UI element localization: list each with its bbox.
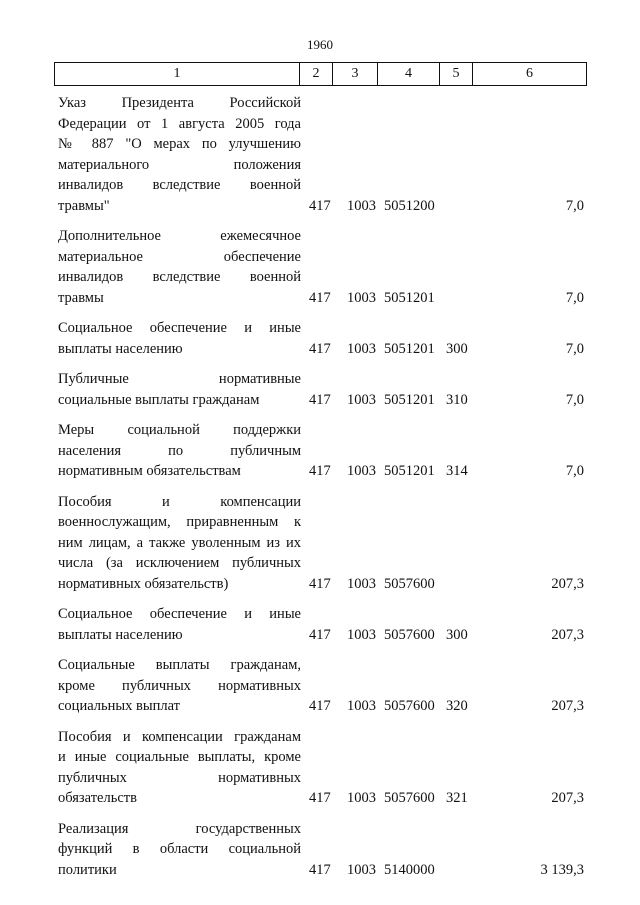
row-name-line: материального положения bbox=[58, 156, 301, 173]
row-target-article: 5051201 bbox=[384, 289, 435, 306]
row-target-article: 5051201 bbox=[384, 340, 435, 357]
row-admin-code: 417 bbox=[309, 626, 331, 643]
row-name-line: Социальное обеспечение и иные bbox=[58, 606, 301, 622]
row-amount: 7,0 bbox=[565, 289, 584, 306]
column-header-expense-type: 5 bbox=[440, 63, 473, 86]
row-admin-code: 417 bbox=[309, 340, 331, 357]
table-row bbox=[0, 369, 640, 410]
row-name bbox=[58, 93, 301, 216]
table-row bbox=[0, 655, 640, 717]
table-row bbox=[0, 420, 640, 482]
row-name-line: Пособия и компенсации гражданам bbox=[58, 728, 301, 745]
row-amount: 207,3 bbox=[551, 626, 584, 643]
row-section: 1003 bbox=[347, 391, 376, 408]
row-name-line: № 887 "О мерах по улучшению bbox=[58, 136, 301, 152]
row-expense-type: 300 bbox=[446, 626, 468, 643]
table-row bbox=[0, 93, 640, 216]
row-name-line: материальное обеспечение bbox=[58, 248, 301, 265]
column-header-amount: 6 bbox=[473, 63, 587, 86]
row-amount: 7,0 bbox=[565, 197, 584, 214]
table-row bbox=[0, 226, 640, 308]
row-name bbox=[58, 727, 301, 809]
page-number: 1960 bbox=[307, 37, 333, 52]
row-name bbox=[58, 369, 301, 410]
row-admin-code: 417 bbox=[309, 463, 331, 479]
row-name-line: политики bbox=[58, 861, 117, 878]
row-name bbox=[58, 604, 301, 645]
row-name-line: населения по публичным bbox=[58, 442, 301, 459]
row-name-line: обязательств bbox=[58, 790, 137, 806]
table-row bbox=[0, 727, 640, 809]
row-name-line: Социальные выплаты гражданам, bbox=[58, 657, 301, 673]
column-header-target-article: 4 bbox=[378, 63, 440, 86]
row-section: 1003 bbox=[347, 463, 376, 479]
row-expense-type: 314 bbox=[446, 463, 468, 479]
row-name-line: инвалидов вследствие военной bbox=[58, 177, 301, 193]
row-name bbox=[58, 318, 301, 359]
row-name-line: Федерации от 1 августа 2005 года bbox=[58, 115, 301, 132]
row-expense-type: 321 bbox=[446, 790, 468, 806]
row-admin-code: 417 bbox=[309, 861, 331, 878]
row-target-article: 5051200 bbox=[384, 197, 435, 214]
row-target-article: 5051201 bbox=[384, 463, 435, 479]
row-amount: 7,0 bbox=[565, 463, 584, 479]
row-target-article: 5051201 bbox=[384, 391, 435, 408]
row-name-line: социальных выплат bbox=[58, 698, 180, 714]
row-name-line: числа (за исключением публичных bbox=[58, 555, 301, 571]
row-amount: 3 139,3 bbox=[540, 861, 584, 878]
row-target-article: 5057600 bbox=[384, 575, 435, 592]
row-name-line: травмы" bbox=[58, 197, 110, 214]
row-section: 1003 bbox=[347, 790, 376, 806]
row-name bbox=[58, 226, 301, 308]
row-target-article: 5057600 bbox=[384, 698, 435, 714]
row-name-line: кроме публичных нормативных bbox=[58, 677, 301, 694]
row-name-line: Публичные нормативные bbox=[58, 371, 301, 387]
table-row bbox=[0, 318, 640, 359]
row-target-article: 5140000 bbox=[384, 861, 435, 878]
row-name bbox=[58, 492, 301, 595]
row-expense-type: 300 bbox=[446, 340, 468, 357]
row-name-line: Указ Президента Российской bbox=[58, 95, 301, 111]
row-name-line: травмы bbox=[58, 289, 104, 306]
row-section: 1003 bbox=[347, 698, 376, 714]
row-target-article: 5057600 bbox=[384, 626, 435, 643]
table-row bbox=[0, 492, 640, 595]
row-section: 1003 bbox=[347, 575, 376, 592]
column-header-name: 1 bbox=[55, 63, 300, 86]
row-amount: 207,3 bbox=[551, 698, 584, 714]
column-header-admin-code: 2 bbox=[300, 63, 333, 86]
row-name-line: выплаты населению bbox=[58, 340, 183, 357]
row-name-line: Дополнительное ежемесячное bbox=[58, 228, 301, 244]
row-section: 1003 bbox=[347, 861, 376, 878]
row-amount: 7,0 bbox=[565, 391, 584, 408]
row-name-line: Пособия и компенсации bbox=[58, 493, 301, 510]
table-row bbox=[0, 604, 640, 645]
column-header-section: 3 bbox=[333, 63, 378, 86]
row-name-line: ним лицам, а также уволенным из их bbox=[58, 534, 301, 551]
row-amount: 207,3 bbox=[551, 790, 584, 806]
row-name-line: Социальное обеспечение и иные bbox=[58, 320, 301, 336]
row-target-article: 5057600 bbox=[384, 790, 435, 806]
row-amount: 207,3 bbox=[551, 575, 584, 592]
row-name-line: публичных нормативных bbox=[58, 769, 301, 786]
column-header-table bbox=[54, 62, 587, 86]
row-name-line: нормативным обязательствам bbox=[58, 463, 241, 479]
row-section: 1003 bbox=[347, 197, 376, 214]
row-name-line: социальные выплаты гражданам bbox=[58, 391, 260, 408]
row-admin-code: 417 bbox=[309, 289, 331, 306]
row-name bbox=[58, 655, 301, 717]
row-admin-code: 417 bbox=[309, 790, 331, 806]
row-admin-code: 417 bbox=[309, 575, 331, 592]
row-name-line: Реализация государственных bbox=[58, 820, 301, 837]
row-name-line: функций в области социальной bbox=[58, 841, 301, 857]
row-name-line: выплаты населению bbox=[58, 626, 183, 643]
row-admin-code: 417 bbox=[309, 197, 331, 214]
row-expense-type: 320 bbox=[446, 698, 468, 714]
row-section: 1003 bbox=[347, 626, 376, 643]
row-name-line: инвалидов вследствие военной bbox=[58, 269, 301, 285]
row-section: 1003 bbox=[347, 340, 376, 357]
row-section: 1003 bbox=[347, 289, 376, 306]
row-name-line: военнослужащим, приравненным к bbox=[58, 514, 301, 530]
row-admin-code: 417 bbox=[309, 698, 331, 714]
row-expense-type: 310 bbox=[446, 391, 468, 408]
column-header-row bbox=[55, 63, 587, 86]
row-name-line: и иные социальные выплаты, кроме bbox=[58, 749, 301, 765]
row-name-line: Меры социальной поддержки bbox=[58, 422, 301, 438]
table-row bbox=[0, 819, 640, 881]
row-admin-code: 417 bbox=[309, 391, 331, 408]
row-amount: 7,0 bbox=[565, 340, 584, 357]
row-name bbox=[58, 420, 301, 482]
budget-rows bbox=[0, 93, 640, 890]
row-name bbox=[58, 819, 301, 881]
row-name-line: нормативных обязательств) bbox=[58, 575, 229, 592]
